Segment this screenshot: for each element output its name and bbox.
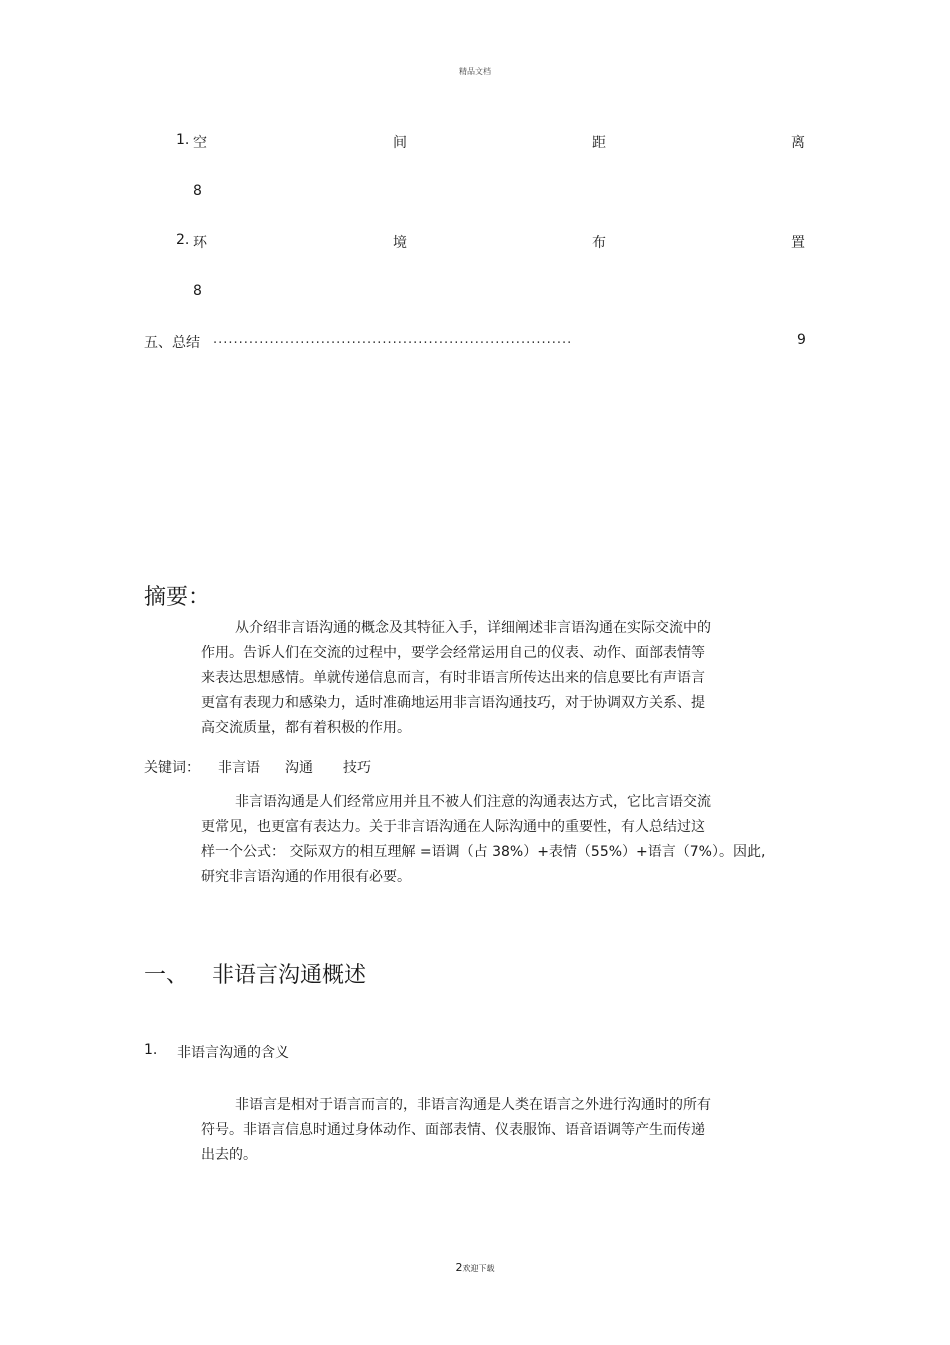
definition-paragraph — [201, 1093, 746, 1168]
abstract-line: 作用。告诉人们在交流的过程中，要学会经常运用自己的仪表、动作、面部表情等 — [201, 645, 705, 661]
keyword-item: 非言语 — [218, 760, 260, 776]
abstract-line: 更富有表现力和感染力，适时准确地运用非言语沟通技巧，对于协调双方关系、提 — [201, 695, 705, 711]
keyword-item: 技巧 — [343, 760, 371, 776]
page-header: 精品文档 — [459, 67, 491, 76]
keywords-label — [144, 757, 200, 777]
abstract-line: 从介绍非言语沟通的概念及其特征入手，详细阐述非言语沟通在实际交流中的 — [235, 620, 711, 636]
abstract-line: 高交流质量，都有着积极的作用。 — [201, 720, 411, 736]
toc-item-2-char-3: 布 — [592, 235, 606, 251]
toc-summary-label: 五、总结 — [144, 335, 200, 351]
toc-summary-leader: ...................................................................... — [213, 332, 573, 347]
section-1-title: 非语言沟通概述 — [212, 963, 367, 988]
footer-text: 欢迎下载 — [462, 1264, 495, 1273]
toc-item-1-page: 8 — [193, 183, 202, 199]
keyword-item: 沟通 — [285, 760, 313, 776]
definition-line: 符号。非语言信息时通过身体动作、面部表情、仪表服饰、语音语调等产生而传递 — [201, 1122, 705, 1138]
toc-item-2-page: 8 — [193, 283, 202, 299]
toc-item-2-number: 2. — [176, 232, 190, 248]
keywords-label-text: 关键词 — [144, 760, 186, 776]
toc-item-1-char-2: 间 — [393, 135, 407, 151]
abstract-heading — [144, 580, 210, 611]
subsection-1-number: 1. — [144, 1042, 158, 1058]
section-1-number: 一、 — [144, 963, 189, 988]
abstract-line: 来表达思想感情。单就传递信息而言，有时非语言所传达出来的信息要比有声语言 — [201, 670, 705, 686]
toc-item-2-char-1: 环 — [193, 235, 207, 251]
intro-line: 研究非言语沟通的作用很有必要。 — [201, 869, 411, 885]
intro-line: 非言语沟通是人们经常应用并且不被人们注意的沟通表达方式，它比言语交流 — [235, 794, 711, 810]
keywords-label-colon: ： — [186, 760, 200, 776]
abstract-heading-colon: ： — [188, 585, 211, 610]
intro-paragraph — [201, 790, 766, 890]
toc-item-1-char-4: 离 — [791, 135, 805, 151]
toc-item-2-char-2: 境 — [393, 235, 407, 251]
intro-line: 样一个公式： 交际双方的相互理解 =语调（占 38%）+表情（55%）+语言（7%）。因此, — [201, 844, 766, 860]
toc-item-1-number: 1. — [176, 132, 190, 148]
abstract-body — [201, 616, 746, 741]
page-footer — [0, 1261, 950, 1274]
toc-summary-page: 9 — [797, 332, 806, 348]
intro-line: 更常见，也更富有表达力。关于非言语沟通在人际沟通中的重要性，有人总结过这 — [201, 819, 705, 835]
definition-line: 非语言是相对于语言而言的，非语言沟通是人类在语言之外进行沟通时的所有 — [235, 1097, 711, 1113]
definition-line: 出去的。 — [201, 1147, 257, 1163]
abstract-heading-text: 摘要 — [144, 585, 189, 610]
subsection-1-title: 非语言沟通的含义 — [177, 1045, 289, 1061]
toc-item-1-char-1: 空 — [193, 135, 207, 151]
footer-page-number: 2 — [455, 1261, 463, 1274]
toc-item-2-char-4: 置 — [791, 235, 805, 251]
toc-item-1-char-3: 距 — [592, 135, 606, 151]
